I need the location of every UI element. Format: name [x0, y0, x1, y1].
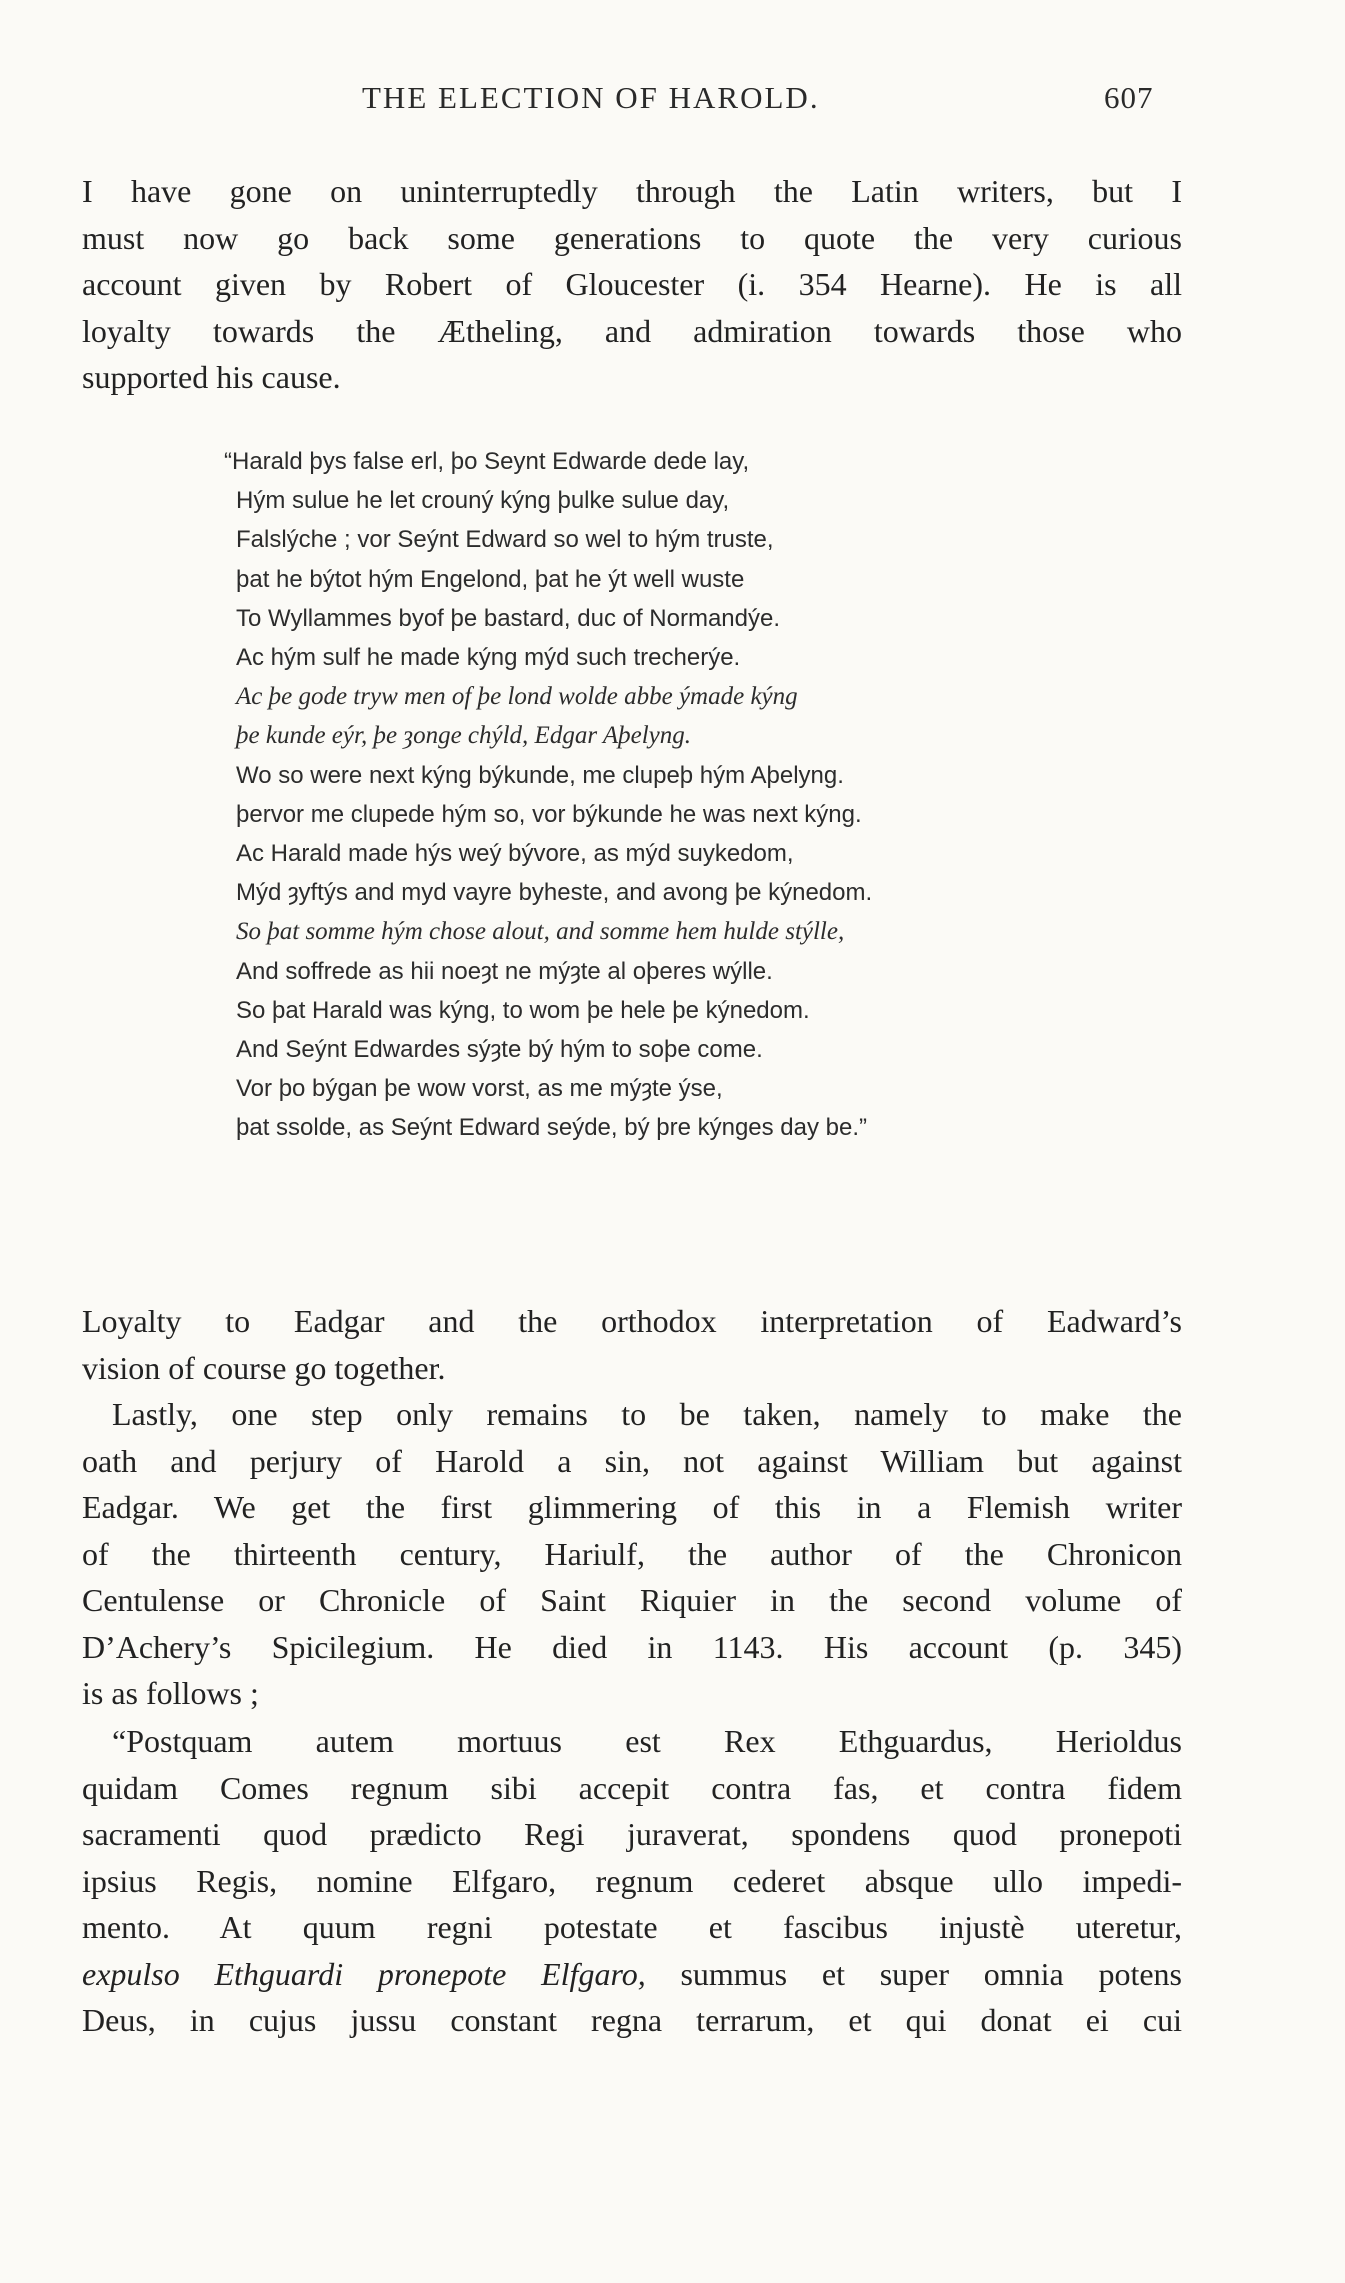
- verse-line: So þat Harald was kýng, to wom þe hele þe kýnedom.: [236, 996, 810, 1024]
- verse-line: “Harald þys false erl, þo Seynt Edwarde dede lay,: [224, 448, 750, 475]
- text-line: of the thirteenth century, Hariulf, the author of the Chronicon: [82, 1535, 1182, 1572]
- text-line: Loyalty to Eadgar and the orthodox interpretation of Eadward’s: [82, 1303, 1182, 1339]
- paragraph-text: [82, 1391, 1182, 1717]
- verse-line: Ac Harald made hýs weý bývore, as mýd suykedom,: [236, 840, 794, 868]
- text-line: D’Achery’s Spicilegium. He died in 1143. His account (p. 345): [82, 1628, 1182, 1665]
- verse-line: Falslýche ; vor Seýnt Edward so wel to hým truste,: [236, 526, 774, 554]
- verse-line: þat he býtot hým Engelond, þat he ýt well wuste: [236, 565, 745, 593]
- text-line: “Postquam autem mortuus est Rex Ethguardus, Herioldus: [112, 1723, 1182, 1759]
- text-line: supported his cause.: [82, 359, 341, 395]
- paragraph-text: [82, 168, 1182, 401]
- text-line: loyalty towards the Ætheling, and admiration towards those who: [82, 312, 1182, 349]
- text-line: Lastly, one step only remains to be taken, namely to make the: [112, 1396, 1182, 1432]
- verse-quotation: [224, 442, 1116, 1148]
- text-line: [82, 1951, 1182, 1998]
- text-line: I have gone on uninterruptedly through the Latin writers, but I: [82, 173, 1182, 209]
- page-number: 607: [1104, 80, 1154, 115]
- text-line: Centulense or Chronicle of Saint Riquier in the second volume of: [82, 1582, 1182, 1618]
- text-line: oath and perjury of Harold a sin, not against William but against: [82, 1442, 1182, 1479]
- verse-line: Wo so were next kýng býkunde, me clupeþ hým Aþelyng.: [236, 761, 844, 789]
- text-line: Eadgar. We get the first glimmering of this in a Flemish writer: [82, 1489, 1182, 1525]
- verse-line: To Wyllammes byof þe bastard, duc of Normandýe.: [236, 604, 781, 632]
- text-segment: summus et super omnia potens: [645, 1955, 1182, 1992]
- text-line: vision of course go together.: [82, 1349, 446, 1386]
- text-line: mento. At quum regni potestate et fascibus injustè uteretur,: [82, 1909, 1182, 1945]
- verse-line: So þat somme hým chose alout, and somme hem hulde stýlle,: [236, 918, 845, 946]
- verse-line: þat ssolde, as Seýnt Edward seýde, bý þre kýnges day be.”: [236, 1114, 868, 1142]
- verse-line: Hým sulue he let crouný kýng þulke sulue day,: [236, 487, 730, 515]
- verse-line: And Seýnt Edwardes sýȝte bý hým to soþe come.: [236, 1036, 763, 1064]
- text-line: must now go back some generations to quote the very curious: [82, 219, 1182, 256]
- text-line: account given by Robert of Gloucester (i. 354 Hearne). He is all: [82, 266, 1182, 302]
- text-line: Deus, in cujus jussu constant regna terrarum, et qui donat ei cui: [82, 2002, 1182, 2038]
- paragraph-latin-quote: [82, 1718, 1182, 2044]
- verse-line: Ac hým sulf he made kýng mýd such trecherýe.: [236, 644, 741, 672]
- paragraph-intro: [82, 168, 1182, 401]
- verse-line: And soffrede as hii noeȝt ne mýȝte al oþeres wýlle.: [236, 957, 773, 985]
- verse-line: Vor þo býgan þe wow vorst, as me mýȝte ýse,: [236, 1075, 723, 1103]
- running-title: THE ELECTION OF HAROLD.: [362, 80, 820, 115]
- verse-line: þe kunde eýr, þe ȝonge chýld, Edgar Aþelyng.: [236, 722, 692, 750]
- paragraph-lastly: [82, 1391, 1182, 1717]
- paragraph-text: [82, 1298, 1182, 1391]
- text-line: sacramenti quod prædicto Regi juraverat, spondens quod pronepoti: [82, 1816, 1182, 1852]
- italic-phrase: expulso Ethguardi pronepote Elfgaro,: [82, 1955, 646, 1992]
- text-line: ipsius Regis, nomine Elfgaro, regnum cederet absque ullo impedi-: [82, 1862, 1182, 1899]
- text-line: quidam Comes regnum sibi accepit contra fas, et contra fidem: [82, 1769, 1182, 1806]
- paragraph-loyalty: [82, 1298, 1182, 1391]
- verse-line: þervor me clupede hým so, vor býkunde he was next kýng.: [236, 800, 862, 828]
- paragraph-text: [82, 1718, 1182, 2044]
- verse-line: Mýd ȝyftýs and myd vayre byheste, and avong þe kýnedom.: [236, 879, 873, 907]
- text-line: is as follows ;: [82, 1675, 259, 1711]
- verse-line: Ac þe gode tryw men of þe lond wolde abbe ýmade kýng: [236, 683, 798, 711]
